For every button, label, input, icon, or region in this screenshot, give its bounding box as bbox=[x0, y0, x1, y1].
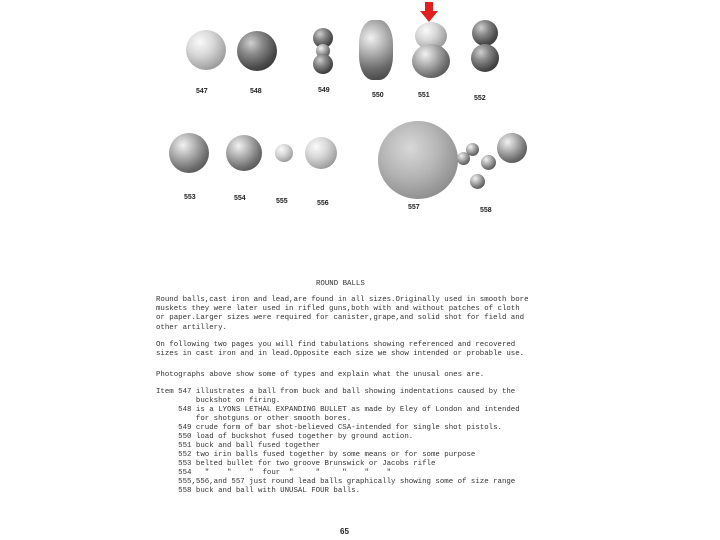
red-arrow-icon bbox=[420, 2, 438, 22]
ball-552-bottom-image bbox=[471, 44, 499, 72]
figure-label: 557 bbox=[408, 204, 420, 211]
ball-547-image bbox=[186, 30, 226, 70]
buckshot-550-image bbox=[359, 20, 393, 80]
paragraph: On following two pages you will find tabulations showing referenced and recovered sizes in cast iron and in lead.Opposite each size we show intended or probable use. bbox=[156, 341, 525, 359]
ball-556-image bbox=[305, 137, 337, 169]
figure-label: 553 bbox=[184, 194, 196, 201]
figure-label: 550 bbox=[372, 92, 384, 99]
ball-558-small-image bbox=[470, 174, 485, 189]
item-entry: 554 " " " four " " " " " bbox=[156, 469, 392, 477]
item-entry: Item 547 illustrates a ball from buck and ball showing indentations caused by the buckshot on firing. bbox=[156, 388, 516, 406]
item-entry: 552 two irin balls fused together by some means or for some purpose bbox=[156, 451, 476, 459]
ball-558-small-image bbox=[466, 143, 479, 156]
ball-553-image bbox=[169, 133, 209, 173]
figure-label: 554 bbox=[234, 195, 246, 202]
figure-label: 549 bbox=[318, 87, 330, 94]
ball-552-top-image bbox=[472, 20, 498, 46]
item-entry: 551 buck and ball fused together bbox=[156, 442, 321, 450]
figure-label: 552 bbox=[474, 95, 486, 102]
item-entry: 558 buck and ball with UNUSAL FOUR balls. bbox=[156, 487, 361, 495]
item-entry: 548 is a LYONS LETHAL EXPANDING BULLET as made by Eley of London and intended for shotguns or other smooth bores. bbox=[178, 406, 520, 424]
item-entry: 553 belted bullet for two groove Brunswick or Jacobs rifle bbox=[156, 460, 436, 468]
figure-label: 556 bbox=[317, 200, 329, 207]
figure-label: 547 bbox=[196, 88, 208, 95]
item-entry: 550 load of buckshot fused together by ground action. bbox=[156, 433, 414, 441]
section-heading: ROUND BALLS bbox=[316, 280, 365, 288]
figure-label: 548 bbox=[250, 88, 262, 95]
figure-label: 555 bbox=[276, 198, 288, 205]
figure-label: 551 bbox=[418, 92, 430, 99]
ball-558-small-image bbox=[481, 155, 496, 170]
ball-555-image bbox=[275, 144, 293, 162]
ball-548-image bbox=[237, 31, 277, 71]
page-number: 65 bbox=[340, 527, 349, 536]
ball-551-bottom-image bbox=[412, 44, 450, 78]
paragraph: Round balls,cast iron and lead,are found in all sizes.Originally used in smooth bore muskets they were later used in rifled guns,both with and without patches of cloth or paper.Larger sizes were required for canister,grape,and solid shot for field and other artillery. bbox=[156, 296, 529, 332]
ball-557-image bbox=[378, 121, 458, 199]
item-entry: 555,556,and 557 just round lead balls graphically showing some of size range bbox=[156, 478, 516, 486]
figure-label: 558 bbox=[480, 207, 492, 214]
paragraph: Photographs above show some of types and explain what the unusal ones are. bbox=[156, 371, 485, 379]
ball-554-image bbox=[226, 135, 262, 171]
item-entry: 549 crude form of bar shot-believed CSA-intended for single shot pistols. bbox=[156, 424, 502, 432]
ball-549-bottom-image bbox=[313, 54, 333, 74]
ball-558-large-image bbox=[497, 133, 527, 163]
